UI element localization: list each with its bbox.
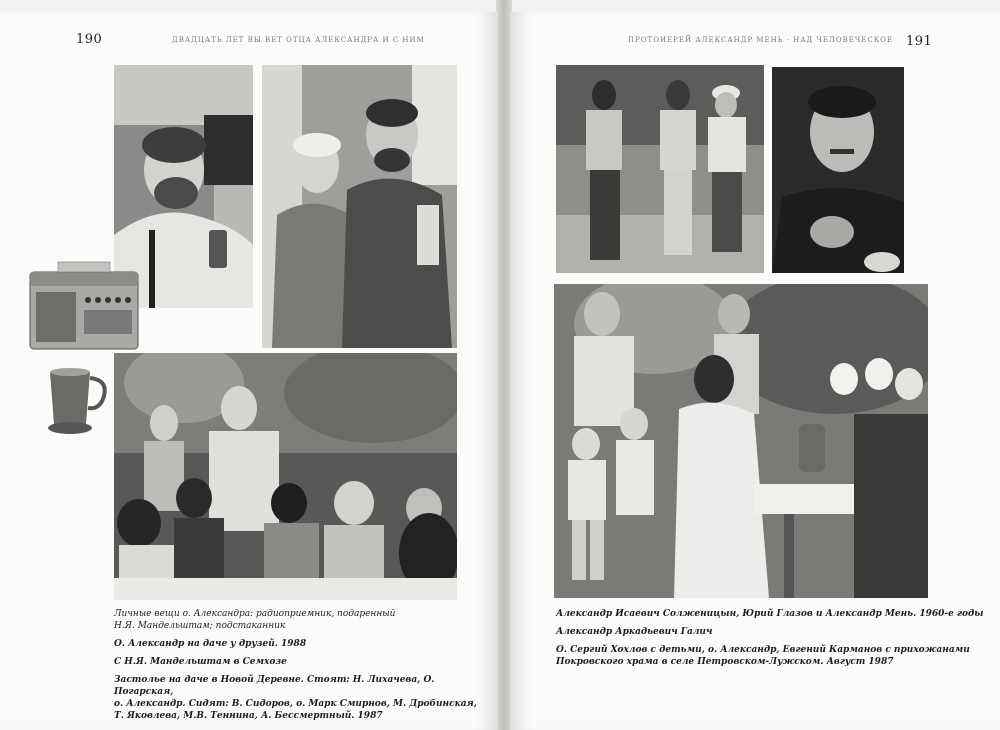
glass-holder-photo: [42, 362, 110, 437]
elderly-woman-and-bearded-man-photo: [262, 65, 457, 348]
caption-dacha: [114, 638, 484, 650]
caption-line: Личные вещи о. Александра: радиоприемник, подаренный: [114, 609, 396, 619]
caption-feast: [114, 674, 484, 722]
tea-table-with-children-photo: [554, 284, 928, 598]
three-men-image: [556, 65, 764, 273]
caption-semkhoz: [114, 656, 484, 668]
caption-line: О. Александр на даче у друзей. 1988: [114, 639, 307, 649]
caption-trio: [556, 608, 996, 620]
caption-line: о. Александр. Сидят: В. Сидоров, о. Марк Смирнов, М. Дробинская,: [114, 699, 477, 709]
couple-image: [262, 65, 457, 348]
caption-line: С Н.Я. Мандельштам в Семхозе: [114, 657, 287, 667]
right-page-number: 191: [906, 34, 933, 49]
man-portrait-photo: [772, 67, 904, 273]
left-captions: [114, 608, 484, 728]
caption-galich: [556, 626, 996, 638]
caption-line: Александр Аркадьевич Галич: [556, 627, 713, 637]
caption-line: Т. Яковлева, М.В. Теннина, А. Бессмертный. 1987: [114, 711, 383, 721]
portrait-image: [772, 67, 904, 273]
caption-line: Застолье на даче в Новой Деревне. Стоят: Н. Лихачева, О. Погарская,: [114, 675, 435, 697]
radio-image: [28, 258, 140, 351]
glass-holder-image: [42, 362, 110, 437]
caption-line: Н.Я. Мандельштам; подстаканник: [114, 621, 286, 631]
caption-line: Покровского храма в селе Петровском-Лужском. Август 1987: [556, 657, 894, 667]
tea-table-image: [554, 284, 928, 598]
caption-line: О. Сергий Хохлов с детьми, о. Александр, Евгений Карманов с прихожанами: [556, 645, 970, 655]
right-page: [510, 12, 1000, 730]
caption-personal-items: [114, 608, 484, 632]
caption-line: Александр Исаевич Солженицын, Юрий Глазов и Александр Мень. 1960-е годы: [556, 609, 984, 619]
left-page: [0, 12, 498, 730]
dacha-feast-group-photo: [114, 353, 457, 600]
left-page-number: 190: [76, 32, 103, 47]
right-captions: [556, 608, 996, 674]
left-running-head: ДВАДЦАТЬ ЛЕТ ВЫ ВЕТ ОТЦА АЛЕКСАНДРА И С НИМ: [172, 36, 425, 44]
three-men-standing-photo: [556, 65, 764, 273]
caption-khokhlov: [556, 644, 996, 668]
radio-receiver-photo: [28, 258, 140, 351]
feast-image: [114, 353, 457, 600]
right-running-head: ПРОТОИЕРЕЙ АЛЕКСАНДР МЕНЬ · НАД ЧЕЛОВЕЧЕСКОЕ: [628, 36, 893, 44]
